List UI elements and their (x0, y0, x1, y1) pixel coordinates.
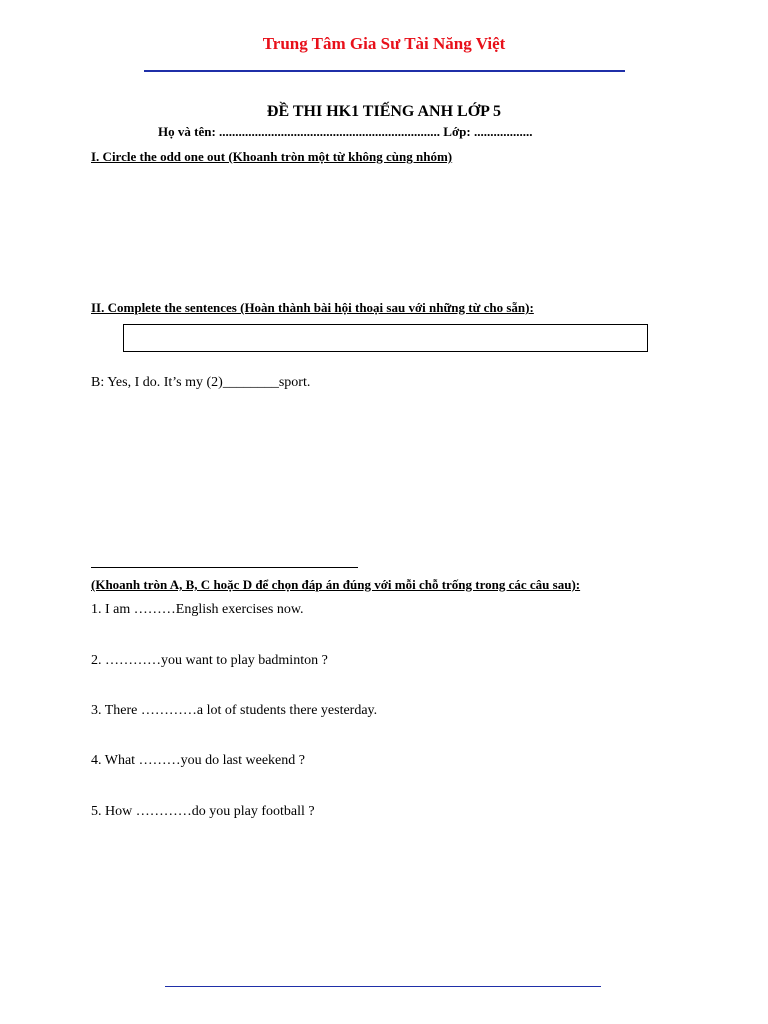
footer-divider (165, 986, 601, 987)
center-name: Trung Tâm Gia Sư Tài Năng Việt (262, 34, 506, 53)
question-item: 4. What ………you do last weekend ? (91, 753, 305, 768)
question-item: 5. How …………do you play football ? (91, 804, 315, 819)
dialog-text-end: sport. (278, 375, 311, 390)
question-item: 3. There …………a lot of students there yesterday. (91, 703, 378, 718)
section-divider (91, 567, 358, 568)
section-1-heading: I. Circle the odd one out (Khoanh tròn một từ không cùng nhóm) (91, 149, 453, 164)
question-item: 2. …………you want to play badminton ? (91, 653, 328, 668)
class-field[interactable]: .................. (473, 124, 533, 139)
dialog-text: B: Yes, I do. It’s my (2) (91, 375, 223, 390)
dialog-blank[interactable]: ________ (222, 375, 279, 390)
student-info-line (158, 124, 532, 140)
dialog-line-b (91, 375, 310, 391)
name-field[interactable]: .................................................................... (219, 124, 441, 139)
question-item: 1. I am ………English exercises now. (91, 602, 304, 617)
exam-title: ĐỀ THI HK1 TIẾNG ANH LỚP 5 (266, 103, 502, 120)
section-2-heading: II. Complete the sentences (Hoàn thành bài hội thoại sau với những từ cho sẵn): (91, 300, 534, 315)
name-label: Họ và tên: (158, 124, 216, 139)
section-3-heading: (Khoanh tròn A, B, C hoặc D để chọn đáp án đúng với mỗi chỗ trống trong các câu sau): (91, 577, 581, 592)
class-label: Lớp: (443, 124, 471, 139)
header-divider (144, 70, 625, 72)
word-bank-box (123, 324, 648, 352)
